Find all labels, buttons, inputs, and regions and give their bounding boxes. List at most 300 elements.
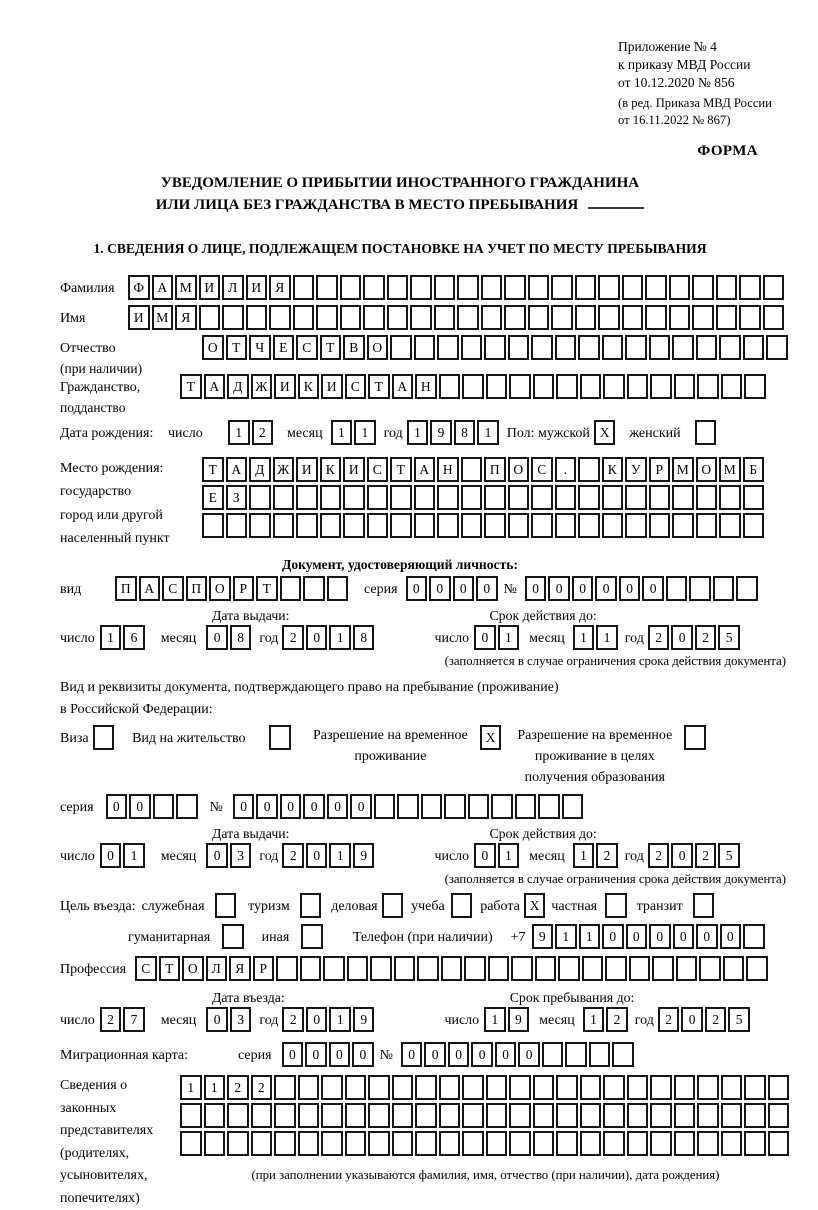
char-cell[interactable]: [321, 1075, 343, 1100]
char-cell[interactable]: [246, 305, 268, 330]
char-cell[interactable]: [488, 956, 510, 981]
char-cell[interactable]: [645, 305, 667, 330]
char-cell[interactable]: [666, 576, 688, 601]
char-cell[interactable]: [390, 485, 412, 510]
char-cell[interactable]: [696, 335, 718, 360]
char-cell[interactable]: 1: [331, 420, 353, 445]
char-cell[interactable]: [382, 893, 404, 918]
char-cell[interactable]: [437, 335, 459, 360]
char-cell[interactable]: 0: [352, 1042, 374, 1067]
char-cell[interactable]: [575, 275, 597, 300]
char-cell[interactable]: 2: [648, 843, 670, 868]
char-cell[interactable]: [439, 1075, 461, 1100]
char-cell[interactable]: 0: [595, 576, 617, 601]
char-cell[interactable]: [410, 305, 432, 330]
char-cell[interactable]: [300, 893, 322, 918]
char-cell[interactable]: [461, 485, 483, 510]
char-cell[interactable]: [684, 725, 706, 750]
char-cell[interactable]: 0: [495, 1042, 517, 1067]
char-cell[interactable]: [509, 1131, 531, 1156]
char-cell[interactable]: 2: [100, 1007, 122, 1032]
char-cell[interactable]: [650, 1103, 672, 1128]
char-cell[interactable]: 0: [626, 924, 648, 949]
char-cell[interactable]: [204, 1131, 226, 1156]
char-cell[interactable]: [303, 576, 325, 601]
char-cell[interactable]: 0: [327, 794, 349, 819]
char-cell[interactable]: 1: [573, 843, 595, 868]
char-cell[interactable]: [251, 1131, 273, 1156]
char-cell[interactable]: 1: [100, 625, 122, 650]
char-cell[interactable]: [457, 275, 479, 300]
char-cell[interactable]: П: [484, 457, 506, 482]
char-cell[interactable]: [296, 485, 318, 510]
char-cell[interactable]: [627, 1075, 649, 1100]
char-cell[interactable]: Ж: [251, 374, 273, 399]
char-cell[interactable]: 1: [329, 625, 351, 650]
char-cell[interactable]: М: [672, 457, 694, 482]
char-cell[interactable]: [462, 374, 484, 399]
char-cell[interactable]: [580, 1103, 602, 1128]
char-cell[interactable]: 0: [282, 1042, 304, 1067]
char-cell[interactable]: 0: [100, 843, 122, 868]
char-cell[interactable]: [531, 513, 553, 538]
char-cell[interactable]: [227, 1131, 249, 1156]
char-cell[interactable]: [528, 305, 550, 330]
char-cell[interactable]: [269, 305, 291, 330]
char-cell[interactable]: [575, 305, 597, 330]
char-cell[interactable]: [414, 485, 436, 510]
char-cell[interactable]: Д: [227, 374, 249, 399]
char-cell[interactable]: [580, 1131, 602, 1156]
char-cell[interactable]: С: [531, 457, 553, 482]
char-cell[interactable]: 0: [280, 794, 302, 819]
char-cell[interactable]: [387, 305, 409, 330]
char-cell[interactable]: 2: [252, 420, 274, 445]
char-cell[interactable]: [444, 794, 466, 819]
char-cell[interactable]: 2: [606, 1007, 628, 1032]
char-cell[interactable]: Ж: [273, 457, 295, 482]
char-cell[interactable]: [533, 374, 555, 399]
char-cell[interactable]: [578, 335, 600, 360]
char-cell[interactable]: Т: [159, 956, 181, 981]
char-cell[interactable]: [321, 1131, 343, 1156]
char-cell[interactable]: 2: [596, 843, 618, 868]
char-cell[interactable]: 9: [508, 1007, 530, 1032]
char-cell[interactable]: 0: [602, 924, 624, 949]
char-cell[interactable]: 2: [251, 1075, 273, 1100]
char-cell[interactable]: О: [508, 457, 530, 482]
char-cell[interactable]: X: [480, 725, 502, 750]
char-cell[interactable]: [439, 374, 461, 399]
char-cell[interactable]: 0: [671, 843, 693, 868]
char-cell[interactable]: [649, 485, 671, 510]
char-cell[interactable]: [556, 1103, 578, 1128]
char-cell[interactable]: [368, 1075, 390, 1100]
char-cell[interactable]: [689, 576, 711, 601]
char-cell[interactable]: [274, 1103, 296, 1128]
char-cell[interactable]: С: [345, 374, 367, 399]
char-cell[interactable]: [565, 1042, 587, 1067]
char-cell[interactable]: 0: [471, 1042, 493, 1067]
char-cell[interactable]: [555, 485, 577, 510]
char-cell[interactable]: [363, 305, 385, 330]
char-cell[interactable]: [343, 513, 365, 538]
char-cell[interactable]: Е: [273, 335, 295, 360]
char-cell[interactable]: 0: [671, 625, 693, 650]
char-cell[interactable]: [280, 576, 302, 601]
char-cell[interactable]: [768, 1131, 790, 1156]
char-cell[interactable]: [719, 485, 741, 510]
char-cell[interactable]: [744, 1103, 766, 1128]
char-cell[interactable]: [392, 1131, 414, 1156]
char-cell[interactable]: [298, 1075, 320, 1100]
char-cell[interactable]: [345, 1075, 367, 1100]
char-cell[interactable]: 0: [525, 576, 547, 601]
char-cell[interactable]: [434, 275, 456, 300]
char-cell[interactable]: [625, 485, 647, 510]
char-cell[interactable]: [421, 794, 443, 819]
char-cell[interactable]: [367, 485, 389, 510]
char-cell[interactable]: [484, 335, 506, 360]
char-cell[interactable]: [723, 956, 745, 981]
char-cell[interactable]: [226, 513, 248, 538]
char-cell[interactable]: [464, 956, 486, 981]
char-cell[interactable]: [627, 1103, 649, 1128]
char-cell[interactable]: 0: [306, 625, 328, 650]
char-cell[interactable]: [693, 893, 715, 918]
char-cell[interactable]: [437, 485, 459, 510]
char-cell[interactable]: [293, 305, 315, 330]
char-cell[interactable]: Т: [202, 457, 224, 482]
char-cell[interactable]: [744, 1131, 766, 1156]
char-cell[interactable]: М: [719, 457, 741, 482]
char-cell[interactable]: 1: [477, 420, 499, 445]
char-cell[interactable]: 0: [129, 794, 151, 819]
char-cell[interactable]: [484, 513, 506, 538]
char-cell[interactable]: 0: [673, 924, 695, 949]
char-cell[interactable]: [461, 513, 483, 538]
char-cell[interactable]: [504, 275, 526, 300]
char-cell[interactable]: [598, 305, 620, 330]
char-cell[interactable]: [716, 305, 738, 330]
char-cell[interactable]: [509, 374, 531, 399]
char-cell[interactable]: 1: [329, 843, 351, 868]
char-cell[interactable]: [511, 956, 533, 981]
char-cell[interactable]: [481, 275, 503, 300]
char-cell[interactable]: П: [186, 576, 208, 601]
char-cell[interactable]: С: [367, 457, 389, 482]
char-cell[interactable]: [721, 1103, 743, 1128]
char-cell[interactable]: [645, 275, 667, 300]
char-cell[interactable]: [622, 305, 644, 330]
char-cell[interactable]: [538, 794, 560, 819]
char-cell[interactable]: А: [204, 374, 226, 399]
char-cell[interactable]: 0: [256, 794, 278, 819]
char-cell[interactable]: [508, 335, 530, 360]
char-cell[interactable]: [468, 794, 490, 819]
char-cell[interactable]: [652, 956, 674, 981]
char-cell[interactable]: [374, 794, 396, 819]
char-cell[interactable]: [273, 485, 295, 510]
char-cell[interactable]: [414, 335, 436, 360]
char-cell[interactable]: [551, 305, 573, 330]
char-cell[interactable]: [605, 893, 627, 918]
char-cell[interactable]: 0: [649, 924, 671, 949]
char-cell[interactable]: 8: [230, 625, 252, 650]
char-cell[interactable]: 0: [206, 843, 228, 868]
char-cell[interactable]: [578, 485, 600, 510]
char-cell[interactable]: 1: [228, 420, 250, 445]
char-cell[interactable]: [768, 1075, 790, 1100]
char-cell[interactable]: [719, 335, 741, 360]
char-cell[interactable]: Б: [743, 457, 765, 482]
char-cell[interactable]: [486, 1075, 508, 1100]
char-cell[interactable]: [486, 1131, 508, 1156]
char-cell[interactable]: [743, 485, 765, 510]
char-cell[interactable]: 0: [619, 576, 641, 601]
char-cell[interactable]: 0: [476, 576, 498, 601]
char-cell[interactable]: [457, 305, 479, 330]
char-cell[interactable]: 1: [329, 1007, 351, 1032]
char-cell[interactable]: 5: [718, 843, 740, 868]
char-cell[interactable]: Т: [180, 374, 202, 399]
char-cell[interactable]: [301, 924, 323, 949]
char-cell[interactable]: [768, 1103, 790, 1128]
char-cell[interactable]: 0: [518, 1042, 540, 1067]
char-cell[interactable]: Я: [229, 956, 251, 981]
char-cell[interactable]: [719, 513, 741, 538]
char-cell[interactable]: [603, 1131, 625, 1156]
char-cell[interactable]: [743, 924, 765, 949]
char-cell[interactable]: 6: [123, 625, 145, 650]
char-cell[interactable]: М: [152, 305, 174, 330]
char-cell[interactable]: А: [414, 457, 436, 482]
char-cell[interactable]: 0: [572, 576, 594, 601]
char-cell[interactable]: 0: [329, 1042, 351, 1067]
char-cell[interactable]: [316, 305, 338, 330]
char-cell[interactable]: [578, 457, 600, 482]
char-cell[interactable]: [486, 1103, 508, 1128]
char-cell[interactable]: [249, 485, 271, 510]
char-cell[interactable]: 2: [648, 625, 670, 650]
char-cell[interactable]: [627, 1131, 649, 1156]
char-cell[interactable]: [484, 485, 506, 510]
char-cell[interactable]: 0: [303, 794, 325, 819]
char-cell[interactable]: [320, 485, 342, 510]
char-cell[interactable]: Я: [269, 275, 291, 300]
char-cell[interactable]: [298, 1131, 320, 1156]
char-cell[interactable]: [650, 374, 672, 399]
char-cell[interactable]: 0: [106, 794, 128, 819]
char-cell[interactable]: [669, 305, 691, 330]
char-cell[interactable]: [603, 374, 625, 399]
char-cell[interactable]: [451, 893, 473, 918]
char-cell[interactable]: [650, 1075, 672, 1100]
char-cell[interactable]: 2: [282, 625, 304, 650]
char-cell[interactable]: О: [182, 956, 204, 981]
char-cell[interactable]: [415, 1075, 437, 1100]
char-cell[interactable]: [441, 956, 463, 981]
char-cell[interactable]: [649, 335, 671, 360]
char-cell[interactable]: [345, 1131, 367, 1156]
char-cell[interactable]: 0: [406, 576, 428, 601]
char-cell[interactable]: [439, 1131, 461, 1156]
char-cell[interactable]: И: [246, 275, 268, 300]
char-cell[interactable]: 3: [230, 1007, 252, 1032]
char-cell[interactable]: И: [296, 457, 318, 482]
char-cell[interactable]: 1: [573, 625, 595, 650]
char-cell[interactable]: О: [209, 576, 231, 601]
char-cell[interactable]: [300, 956, 322, 981]
char-cell[interactable]: [551, 275, 573, 300]
char-cell[interactable]: [368, 1131, 390, 1156]
char-cell[interactable]: А: [139, 576, 161, 601]
char-cell[interactable]: Е: [202, 485, 224, 510]
char-cell[interactable]: Р: [233, 576, 255, 601]
char-cell[interactable]: [481, 305, 503, 330]
char-cell[interactable]: [327, 576, 349, 601]
char-cell[interactable]: [199, 305, 221, 330]
char-cell[interactable]: [602, 335, 624, 360]
char-cell[interactable]: [713, 576, 735, 601]
char-cell[interactable]: И: [128, 305, 150, 330]
char-cell[interactable]: [580, 1075, 602, 1100]
char-cell[interactable]: [390, 335, 412, 360]
char-cell[interactable]: [249, 513, 271, 538]
char-cell[interactable]: [672, 485, 694, 510]
char-cell[interactable]: 1: [583, 1007, 605, 1032]
char-cell[interactable]: [410, 275, 432, 300]
char-cell[interactable]: [669, 275, 691, 300]
char-cell[interactable]: [556, 374, 578, 399]
char-cell[interactable]: [603, 1103, 625, 1128]
char-cell[interactable]: [437, 513, 459, 538]
char-cell[interactable]: [153, 794, 175, 819]
char-cell[interactable]: [558, 956, 580, 981]
char-cell[interactable]: К: [602, 457, 624, 482]
char-cell[interactable]: [598, 275, 620, 300]
char-cell[interactable]: [625, 335, 647, 360]
char-cell[interactable]: [251, 1103, 273, 1128]
char-cell[interactable]: А: [152, 275, 174, 300]
char-cell[interactable]: [387, 275, 409, 300]
char-cell[interactable]: Д: [249, 457, 271, 482]
char-cell[interactable]: О: [696, 457, 718, 482]
char-cell[interactable]: 7: [123, 1007, 145, 1032]
char-cell[interactable]: [462, 1103, 484, 1128]
char-cell[interactable]: 5: [728, 1007, 750, 1032]
char-cell[interactable]: [582, 956, 604, 981]
char-cell[interactable]: X: [524, 893, 546, 918]
char-cell[interactable]: 0: [350, 794, 372, 819]
char-cell[interactable]: 2: [282, 1007, 304, 1032]
char-cell[interactable]: [504, 305, 526, 330]
char-cell[interactable]: .: [555, 457, 577, 482]
char-cell[interactable]: [743, 335, 765, 360]
char-cell[interactable]: Ф: [128, 275, 150, 300]
char-cell[interactable]: [176, 794, 198, 819]
char-cell[interactable]: [746, 956, 768, 981]
char-cell[interactable]: [392, 1075, 414, 1100]
char-cell[interactable]: [721, 1131, 743, 1156]
char-cell[interactable]: Ч: [249, 335, 271, 360]
char-cell[interactable]: 1: [484, 1007, 506, 1032]
char-cell[interactable]: [274, 1075, 296, 1100]
char-cell[interactable]: [439, 1103, 461, 1128]
char-cell[interactable]: Я: [175, 305, 197, 330]
char-cell[interactable]: [697, 374, 719, 399]
char-cell[interactable]: [622, 275, 644, 300]
char-cell[interactable]: 0: [448, 1042, 470, 1067]
char-cell[interactable]: [415, 1131, 437, 1156]
char-cell[interactable]: [696, 485, 718, 510]
char-cell[interactable]: [462, 1131, 484, 1156]
char-cell[interactable]: [580, 374, 602, 399]
char-cell[interactable]: Л: [222, 275, 244, 300]
char-cell[interactable]: 2: [227, 1075, 249, 1100]
char-cell[interactable]: [528, 275, 550, 300]
char-cell[interactable]: [674, 1103, 696, 1128]
char-cell[interactable]: [93, 725, 115, 750]
char-cell[interactable]: И: [199, 275, 221, 300]
char-cell[interactable]: 0: [401, 1042, 423, 1067]
char-cell[interactable]: Т: [256, 576, 278, 601]
char-cell[interactable]: [204, 1103, 226, 1128]
char-cell[interactable]: Н: [415, 374, 437, 399]
char-cell[interactable]: [743, 513, 765, 538]
char-cell[interactable]: М: [175, 275, 197, 300]
char-cell[interactable]: [462, 1075, 484, 1100]
char-cell[interactable]: [676, 956, 698, 981]
char-cell[interactable]: [612, 1042, 634, 1067]
char-cell[interactable]: 0: [548, 576, 570, 601]
char-cell[interactable]: [415, 1103, 437, 1128]
char-cell[interactable]: 0: [720, 924, 742, 949]
char-cell[interactable]: Р: [253, 956, 275, 981]
char-cell[interactable]: [397, 794, 419, 819]
char-cell[interactable]: 0: [233, 794, 255, 819]
char-cell[interactable]: [542, 1042, 564, 1067]
char-cell[interactable]: [269, 725, 291, 750]
char-cell[interactable]: [562, 794, 584, 819]
char-cell[interactable]: 2: [695, 625, 717, 650]
char-cell[interactable]: 0: [474, 843, 496, 868]
char-cell[interactable]: [650, 1131, 672, 1156]
char-cell[interactable]: [605, 956, 627, 981]
char-cell[interactable]: 8: [454, 420, 476, 445]
char-cell[interactable]: [674, 1131, 696, 1156]
char-cell[interactable]: [589, 1042, 611, 1067]
char-cell[interactable]: [556, 1131, 578, 1156]
char-cell[interactable]: [627, 374, 649, 399]
char-cell[interactable]: Н: [437, 457, 459, 482]
char-cell[interactable]: [227, 1103, 249, 1128]
char-cell[interactable]: [367, 513, 389, 538]
char-cell[interactable]: Л: [206, 956, 228, 981]
char-cell[interactable]: Т: [390, 457, 412, 482]
char-cell[interactable]: [222, 924, 244, 949]
char-cell[interactable]: [533, 1103, 555, 1128]
char-cell[interactable]: К: [320, 457, 342, 482]
char-cell[interactable]: 0: [696, 924, 718, 949]
char-cell[interactable]: [202, 513, 224, 538]
char-cell[interactable]: [343, 485, 365, 510]
char-cell[interactable]: [603, 1075, 625, 1100]
char-cell[interactable]: [347, 956, 369, 981]
char-cell[interactable]: [533, 1131, 555, 1156]
char-cell[interactable]: [394, 956, 416, 981]
char-cell[interactable]: [602, 485, 624, 510]
